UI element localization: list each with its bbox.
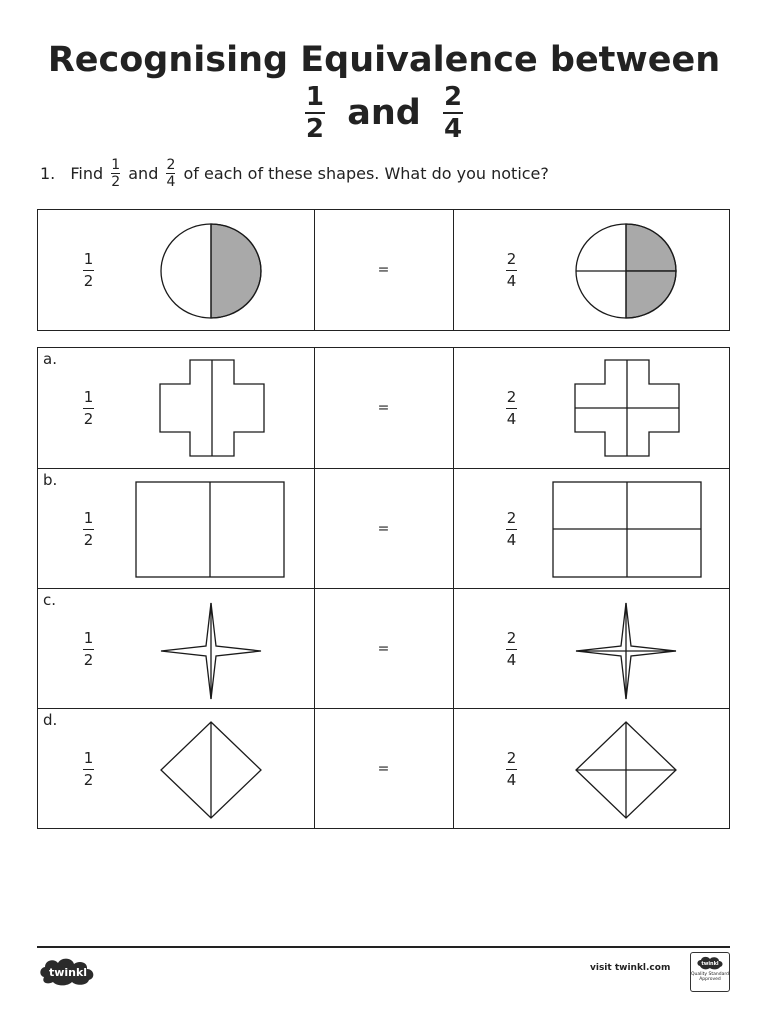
badge-logo-text: twinkl [701, 961, 719, 967]
right-fraction: 2 4 [506, 388, 517, 428]
question-and: and [128, 164, 159, 183]
title-and: and [347, 93, 421, 133]
equals-sign: = [377, 262, 390, 278]
rectangle-quarters-icon [553, 482, 701, 577]
diamond-half-icon [161, 722, 261, 818]
example-table [37, 209, 730, 331]
table-row [38, 588, 729, 708]
diamond-quarters-icon [576, 722, 676, 818]
star-quarters-icon [576, 603, 676, 699]
title-fraction-half: $\frac{1}{2}$ [305, 82, 325, 144]
left-fraction: 1 2 [83, 250, 94, 290]
shapes-table [37, 347, 730, 829]
left-fraction: 1 2 [83, 749, 94, 789]
right-fraction: 2 4 [506, 629, 517, 669]
quality-badge [690, 952, 730, 992]
badge-cloud-icon [696, 956, 724, 970]
twinkl-logo[interactable] [38, 955, 98, 987]
page-title-line-2 [0, 84, 768, 142]
example-row [38, 210, 729, 330]
right-fraction: 2 4 [506, 749, 517, 789]
table-row [38, 348, 729, 468]
table-row [38, 708, 729, 828]
question-number: 1. [40, 164, 56, 183]
question-1 [40, 158, 549, 189]
row-letter: b. [43, 471, 58, 489]
table-row [38, 468, 729, 588]
visit-link[interactable]: visit twinkl.com [590, 963, 671, 973]
equals-sign: = [377, 640, 390, 657]
title-fraction-two-quarters: $\frac{2}{4}$ [443, 82, 463, 144]
left-fraction: 1 2 [83, 629, 94, 669]
equals-sign: = [377, 520, 390, 537]
left-fraction: 1 2 [83, 509, 94, 549]
question-fraction-two-quarters: $\frac{2}{4}$ [166, 157, 176, 190]
equals-sign: = [377, 400, 390, 416]
circle-quarters-icon [575, 223, 677, 319]
row-letter: d. [43, 711, 58, 729]
right-fraction: 2 4 [506, 509, 517, 549]
question-fraction-half: $\frac{1}{2}$ [111, 157, 121, 190]
equals-sign: = [377, 760, 390, 777]
question-text: of each of these shapes. What do you notice? [183, 164, 549, 183]
row-letter: c. [43, 591, 57, 609]
star-half-icon [161, 603, 261, 699]
logo-text: twinkl [48, 966, 88, 979]
question-find: Find [70, 164, 104, 183]
circle-half-icon [160, 223, 262, 319]
right-fraction: 2 4 [506, 250, 517, 290]
page-title: Recognising Equivalence between [47, 40, 721, 80]
rectangle-half-icon [136, 482, 284, 577]
left-fraction: 1 2 [83, 388, 94, 428]
badge-text: Quality Standard Approved [691, 972, 729, 982]
cross-half-icon [160, 360, 264, 456]
footer-rule [37, 946, 730, 948]
cross-quarters-icon [575, 360, 679, 456]
row-letter: a. [43, 350, 57, 368]
